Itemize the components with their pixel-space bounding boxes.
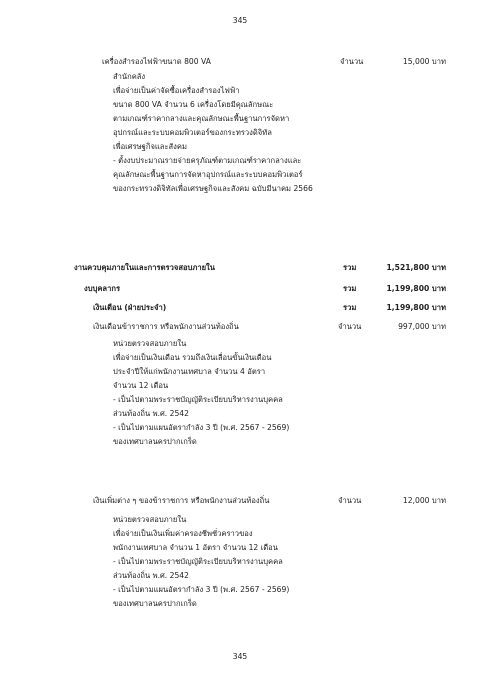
page-number-top: 345 [232, 16, 248, 25]
description-line: ตามเกณฑ์ราคากลางและคุณลักษณะพื้นฐานการจัดหา [113, 114, 290, 123]
description-line: ส่วนท้องถิ่น พ.ศ. 2542 [113, 409, 189, 418]
description-line: - เป็นไปตามแผนอัตรากำลัง 3 ปี (พ.ศ. 2567 - 2569) [113, 585, 290, 594]
total-label: รวม [343, 284, 357, 293]
description-line: จำนวน 12 เดือน [113, 381, 169, 390]
description-line: หน่วยตรวจสอบภายใน [113, 515, 187, 524]
description-line: คุณลักษณะพื้นฐานการจัดหาอุปกรณ์และระบบคอมพิวเตอร์ [113, 170, 303, 179]
item-title: เงินเดือนข้าราชการ หรือพนักงานส่วนท้องถิ่น [93, 322, 239, 331]
item-description [113, 337, 289, 449]
budget-total: 1,199,800 บาท [386, 284, 446, 293]
description-line: ขนาด 800 VA จำนวน 6 เครื่องโดยมีคุณลักษณะ [113, 100, 274, 109]
page-number-bottom: 345 [232, 652, 248, 661]
item-amount: 997,000 บาท [398, 322, 446, 331]
section-title: งานควบคุมภายในและการตรวจสอบภายใน [74, 263, 215, 272]
description-line: - เป็นไปตามพระราชบัญญัติระเบียบบริหารงานบุคคล [113, 557, 283, 566]
description-line: อุปกรณ์และระบบคอมพิวเตอร์ของกระทรวงดิจิทัล [113, 128, 272, 137]
budget-title: งบบุคลากร [84, 284, 121, 293]
description-line: ของเทศบาลนครปากเกร็ด [113, 599, 197, 608]
quantity-label: จำนวน [340, 57, 364, 66]
description-line: สำนักคลัง [113, 72, 146, 81]
salary-total: 1,199,800 บาท [386, 303, 446, 312]
total-label: รวม [343, 263, 357, 272]
description-line: ประจำปีให้แก่พนักงานเทศบาล จำนวน 4 อัตรา [113, 367, 266, 376]
salary-title: เงินเดือน (ฝ่ายประจำ) [93, 303, 167, 312]
description-line: ของเทศบาลนครปากเกร็ด [113, 437, 197, 446]
item-amount: 15,000 บาท [402, 57, 446, 66]
description-line: - เป็นไปตามพระราชบัญญัติระเบียบบริหารงานบุคคล [113, 395, 283, 404]
item-amount: 12,000 บาท [402, 496, 446, 505]
description-line: - ตั้งงบประมาณรายจ่ายครุภัณฑ์ตามเกณฑ์ราคากลางและ [113, 156, 302, 165]
quantity-label: จำนวน [338, 496, 362, 505]
item-title: เงินเพิ่มต่าง ๆ ของข้าราชการ หรือพนักงานส่วนท้องถิ่น [93, 496, 270, 505]
description-line: ส่วนท้องถิ่น พ.ศ. 2542 [113, 571, 189, 580]
description-line: เพื่อจ่ายเป็นค่าจัดซื้อเครื่องสำรองไฟฟ้า [113, 86, 240, 95]
item-description [113, 513, 289, 611]
description-line: เพื่อจ่ายเป็นเงินเพิ่มค่าครองชีพชั่วคราวของ [113, 529, 253, 538]
section-total: 1,521,800 บาท [386, 263, 446, 272]
description-line: เพื่อเศรษฐกิจและสังคม [113, 142, 187, 151]
item-title: เครื่องสำรองไฟฟ้าขนาด 800 VA [102, 57, 211, 66]
item-description [113, 70, 313, 196]
quantity-label: จำนวน [338, 322, 362, 331]
description-line: - เป็นไปตามแผนอัตรากำลัง 3 ปี (พ.ศ. 2567 - 2569) [113, 423, 290, 432]
description-line: หน่วยตรวจสอบภายใน [113, 339, 187, 348]
description-line: ของกระทรวงดิจิทัลเพื่อเศรษฐกิจและสังคม ฉบับมีนาคม 2566 [113, 184, 313, 193]
description-line: เพื่อจ่ายเป็นเงินเดือน รวมถึงเงินเลื่อนขั้นเงินเดือน [113, 353, 272, 362]
total-label: รวม [343, 303, 357, 312]
description-line: พนักงานเทศบาล จำนวน 1 อัตรา จำนวน 12 เดือน [113, 543, 278, 552]
